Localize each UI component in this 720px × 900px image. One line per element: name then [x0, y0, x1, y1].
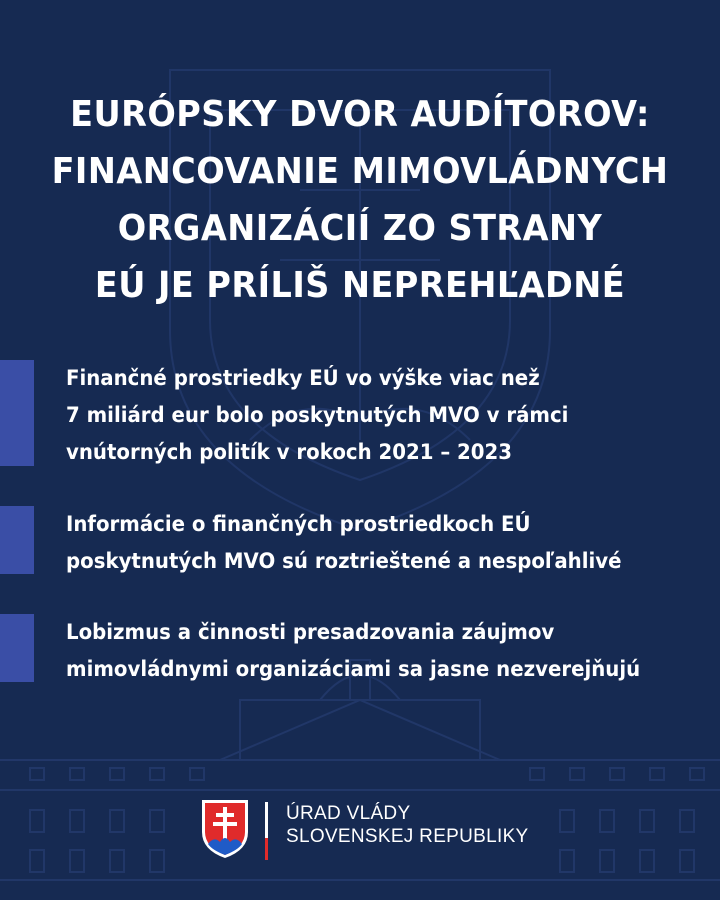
- key-point-line: poskytnutých MVO sú roztrieštené a nespoľahlivé: [66, 549, 622, 573]
- headline-line-2: FINANCOVANIE MIMOVLÁDNYCH: [51, 151, 669, 192]
- key-point-text: [66, 614, 640, 688]
- headline-line-4: EÚ JE PRÍLIŠ NEPREHĽADNÉ: [94, 265, 626, 306]
- government-office-logo: [200, 794, 530, 866]
- headline-line-3: ORGANIZÁCIÍ ZO STRANY: [117, 208, 603, 249]
- key-point-line: Lobizmus a činnosti presadzovania záujmov: [66, 620, 555, 644]
- key-point-line: Informácie o finančných prostriedkoch EÚ: [66, 512, 531, 536]
- office-name-line-1: ÚRAD VLÁDY: [286, 803, 411, 824]
- key-point-text: [66, 506, 622, 580]
- key-point-3: [0, 614, 720, 688]
- key-point-1: [0, 360, 720, 471]
- key-point-2: [0, 506, 720, 580]
- accent-bar: [0, 506, 34, 574]
- key-point-line: 7 miliárd eur bolo poskytnutých MVO v rámci: [66, 403, 569, 427]
- accent-bar: [0, 360, 34, 466]
- key-point-line: vnútorných politík v rokoch 2021 – 2023: [66, 440, 513, 464]
- office-name-line-2: SLOVENSKEJ REPUBLIKY: [286, 826, 529, 847]
- slovak-coat-of-arms-icon: [200, 798, 250, 860]
- accent-bar: [0, 614, 34, 682]
- key-point-line: Finančné prostriedky EÚ vo výške viac než: [66, 366, 540, 390]
- headline-line-1: EURÓPSKY DVOR AUDÍTOROV:: [70, 94, 650, 135]
- office-name: [286, 794, 529, 848]
- key-point-text: [66, 360, 568, 471]
- key-point-line: mimovládnymi organizáciami sa jasne nezverejňujú: [66, 657, 641, 681]
- logo-divider: [265, 802, 268, 860]
- headline: [25, 86, 695, 314]
